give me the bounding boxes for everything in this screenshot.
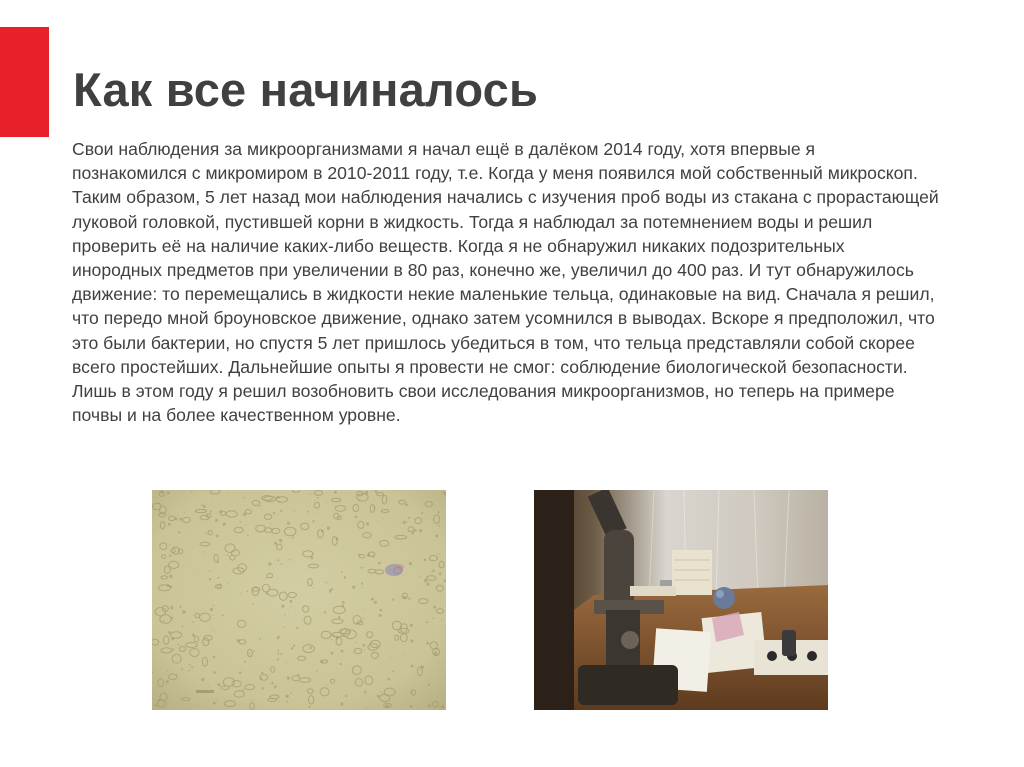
micrograph-image (152, 490, 446, 710)
body-line: Свои наблюдения за микроорганизмами я начал ещё в далёком 2014 году, хотя впервые я (72, 139, 816, 159)
micrograph-photo (152, 490, 446, 710)
body-line: Таким образом, 5 лет назад мои наблюдения начались с изучения проб воды из стакана с прорастающей (72, 187, 939, 208)
accent-bar (0, 27, 49, 137)
body-line: луковой головкой, пустившей корни в жидкость. Тогда я наблюдал за потемнением воды и решил (72, 211, 873, 232)
slide-title: Как все начиналось (73, 63, 539, 116)
body-line: что передо мной броуновское движение, однако затем усомнился в выводах. Вскоре я предположил, что (72, 308, 935, 329)
body-line: инородных предметов при увеличении в 80 раз, конечно же, увеличил до 400 раз. И тут обнаружилось (72, 260, 914, 281)
body-line: проверить её на наличие каких-либо веществ. Когда я не обнаружил никаких подозрительных (72, 235, 845, 256)
body-line: познакомился с микромиром в 2010-2011 году, т.е. Когда у меня появился мой собственный микроскоп. (72, 163, 918, 184)
body-line: движение: то перемещались в жидкости некие маленькие тельца, одинаковые на вид. Сначала я решил, (72, 284, 935, 305)
body-line: это были бактерии, но спустя 5 лет пришлось убедиться в том, что тельца представляли собой скорее (72, 332, 915, 353)
microscope-desk-photo (534, 490, 828, 710)
body-line: почвы и на более качественном уровне. (72, 405, 401, 426)
body-text (72, 137, 962, 427)
body-line: всего простейших. Дальнейшие опыты я провести не смог: соблюдение биологической безопасности. (72, 356, 908, 377)
microscope-desk-image (534, 490, 828, 710)
body-line: Лишь в этом году я решил возобновить свои исследования микроорганизмов, но теперь на примере (72, 381, 895, 402)
